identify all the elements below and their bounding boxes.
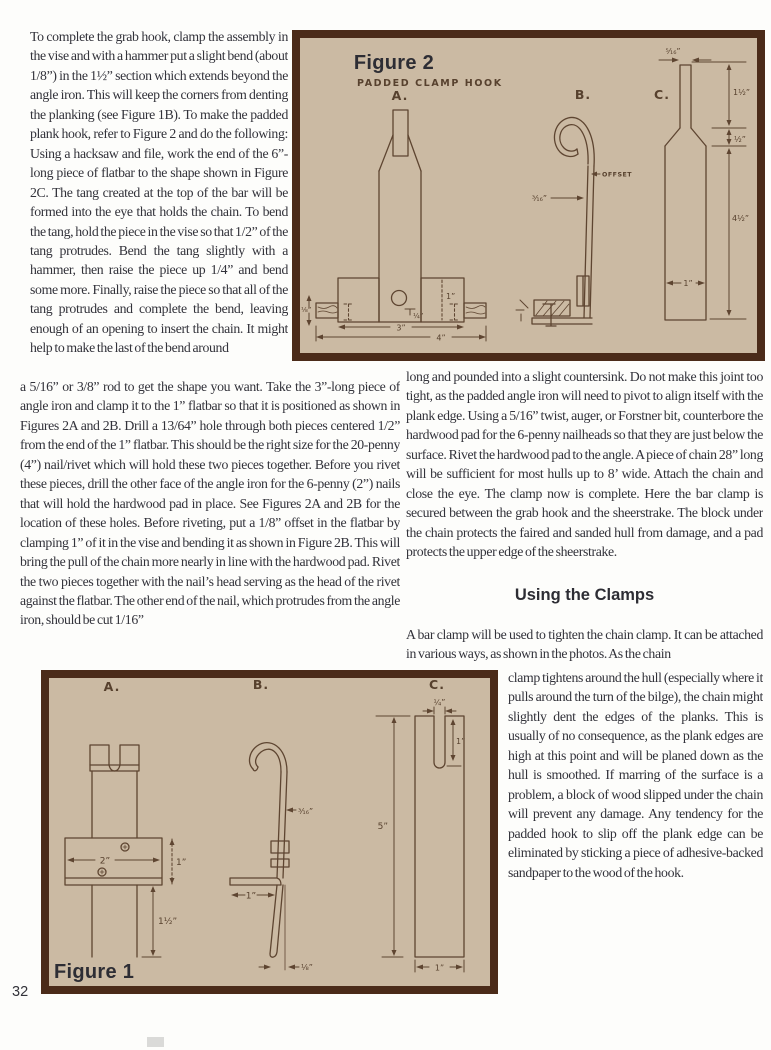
fig2-dim-taper: ½” bbox=[734, 135, 746, 144]
fig1-view-a bbox=[65, 745, 186, 957]
fig2-dim-3in: 3” bbox=[396, 323, 406, 333]
fig2-label-b: B. bbox=[574, 87, 592, 102]
fig1-dim-hook-316: ³⁄₁₆” bbox=[298, 807, 314, 816]
fig1-dim-below-1half: 1½” bbox=[158, 917, 178, 927]
fig2-dim-hole-quarter: ¼” bbox=[413, 312, 424, 320]
body-paragraph-wide: a 5/16” or 3/8” rod to get the shape you want. Take the 3”-long piece of angle iron and clamp it to the 1” flatbar so that it is positioned as shown in Figures 2A and 2B. Drill a 13/64” hole through both pieces centered 1/2” from the end of the 1” flatbar. This should be the right size for the 20-penny (4”) nail/rivet which will hold these two pieces together. Before you rivet these pieces, drill the other face of the angle iron for the 6-penny (2”) nails that will hold the hardwood pad in place. See Figures 2A and 2B for the location of these holes. Before riveting, put a 1/8” offset in the flatbar by clamping 1” of it in the vise and bending it as shown in Figure 2B. This will bring the pull of the chain more nearly in line with the hardwood pad. Rivet the two pieces together with the nail’s head serving as the head of the rivet against the flatbar. The other end of the nail, which protrudes from the angle iron, should be cut 1/16” bbox=[20, 379, 400, 628]
figure-1-drawing bbox=[49, 678, 490, 986]
fig2-dim-pad-1in: 1” bbox=[446, 292, 456, 301]
fig2-view-c bbox=[659, 47, 750, 320]
fig1-dim-bend-eighth: ⅛” bbox=[301, 963, 313, 972]
body-paragraph-clamps-start: A bar clamp will be used to tighten the chain clamp. It can be attached in various ways, as shown in the photos. As the chain bbox=[406, 627, 763, 662]
body-paragraph-column1: To complete the grab hook, clamp the assembly in the vise and with a hammer put a slight bend (about 1/8”) in the 1½” section which extends beyond the angle iron. This will keep the corners from denting the planking (see Figure 1B). To make the padded plank hook, refer to Figure 2 and do the following: Using a hacksaw and file, work the end of the 6”-long piece of flatbar to the shape shown in Figure 2C. The tang created at the top of the bar will be formed into the eye that holds the chain. To bend the tang, hold the piece in the vise so that 1/2” of the tang protrudes. Bend the tang slightly with a hammer, then raise the piece up 1/4” and bend some more. Finally, raise the piece so that all of the tang protrudes and complete the bend, leaving enough of an opening to insert the chain. It might help to make the last of the bend around bbox=[30, 29, 288, 356]
figure-2-drawing bbox=[300, 38, 757, 353]
fig1-view-c bbox=[376, 698, 465, 973]
figure-1-panel bbox=[41, 670, 498, 994]
fig1-label-a: A. bbox=[103, 679, 121, 694]
fig2-dim-offset-316: ³⁄₁₆” bbox=[531, 194, 547, 203]
fig1-dim-flange-1in: 1” bbox=[245, 891, 257, 902]
fig2-dim-body-len: 4½” bbox=[732, 214, 749, 223]
fig2-label-c: C. bbox=[654, 87, 670, 102]
section-heading: Using the Clamps bbox=[514, 586, 655, 604]
body-paragraph-right: long and pounded into a slight countersink. Do not make this joint too tight, as the padded angle iron will need to pivot to align itself with the plank edge. Using a 5/16” twist, auger, or Forstner bit, counterbore the hardwood pad for the 6-penny nailheads so that they are just below the surface. Rivet the hardwood pad to the angle. A piece of chain 28” long will be sufficient for most hulls up to 8’ wide. Attach the chain and close the eye. The clamp now is complete. Here the bar clamp is secured between the grab hook and the sheerstrake. The block under the chain protects the faired and sanded hull from damage, and a pad protects the upper edge of the sheerstrake. bbox=[406, 369, 763, 560]
fig1-dim-slot-1in: 1” bbox=[456, 737, 466, 746]
fig1-dim-pad-2in: 2” bbox=[99, 856, 111, 867]
figure-2-panel bbox=[292, 30, 765, 361]
fig1-label-c: C. bbox=[429, 678, 445, 692]
fig2-dim-tang-len: 1½” bbox=[733, 88, 750, 97]
fig2-dim-tang-516: ⁵⁄₁₆” bbox=[665, 47, 681, 56]
fig1-view-b bbox=[230, 743, 313, 972]
scan-artifact bbox=[147, 1037, 164, 1047]
page-number: 32 bbox=[12, 984, 29, 1000]
fig2-dim-4in: 4” bbox=[436, 333, 446, 343]
fig2-view-a bbox=[301, 110, 486, 343]
fig1-dim-width-1in: 1” bbox=[434, 963, 445, 973]
figure-2-title: Figure 2 bbox=[353, 52, 435, 74]
fig1-label-b: B. bbox=[252, 678, 270, 692]
fig1-dim-slot-quarter: ¼” bbox=[433, 698, 446, 707]
fig2-offset-label: OFFSET bbox=[602, 171, 633, 179]
figure-2-subtitle: PADDED CLAMP HOOK bbox=[357, 78, 503, 89]
fig1-dim-height-5in: 5” bbox=[377, 822, 388, 832]
fig1-dim-pad-1in: 1” bbox=[176, 858, 187, 868]
figure-1-title: Figure 1 bbox=[54, 961, 135, 983]
fig2-view-b bbox=[516, 117, 632, 326]
fig2-label-a: A. bbox=[391, 88, 409, 103]
fig2-dim-body-width: 1” bbox=[683, 279, 693, 288]
body-paragraph-clamps-rest: clamp tightens around the hull (especially where it pulls around the turn of the bilge), the chain might slightly dent the edges of the planks. This is usually of no consequence, as the plank edges are high at this point and will be planed down as the hull is smoothed. If marring of the surface is a problem, a block of wood slipped under the chain will prevent any damage. Any tendency for the padded hook to slip off the plank edge can be eliminated by sticking a piece of adhesive-backed sandpaper to the wood of the hook. bbox=[508, 670, 763, 880]
fig2-dim-left-eighth: ⅛” bbox=[301, 306, 312, 314]
